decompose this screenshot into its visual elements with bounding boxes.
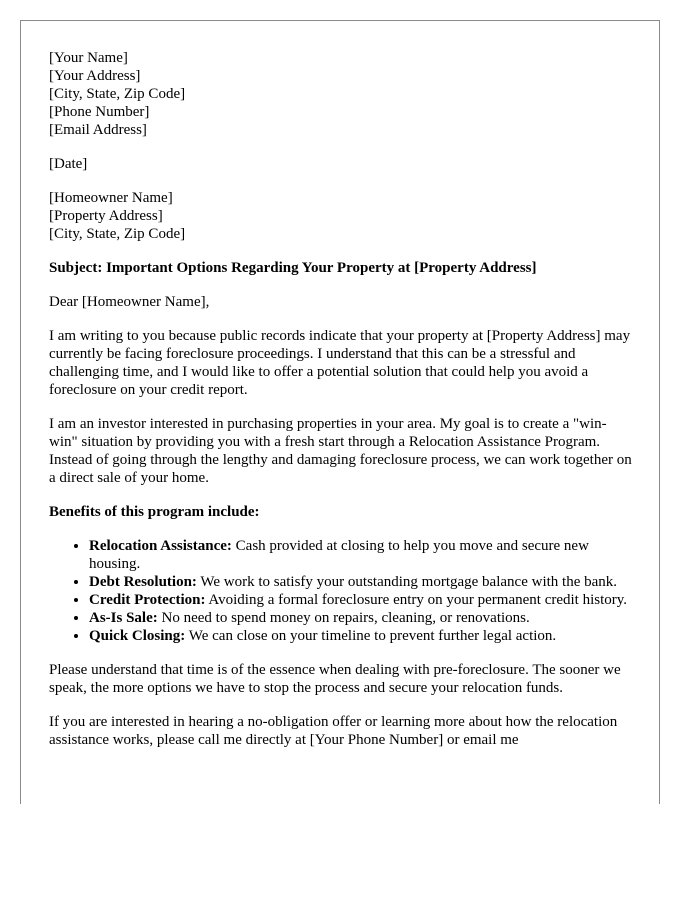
sender-city-state-zip: [City, State, Zip Code]: [49, 86, 186, 102]
paragraph-urgency: Please understand that time is of the essence when dealing with pre-foreclosure. The sooner we speak, the more options we have to stop the process and secure your relocation funds.: [49, 662, 621, 696]
letter-page: [20, 20, 660, 804]
benefit-term: Relocation Assistance:: [89, 538, 232, 554]
benefit-term: As-Is Sale:: [89, 610, 158, 626]
paragraph-contact: If you are interested in hearing a no-obligation offer or learning more about how the relocation assistance works, please call me directly at [Your Phone Number] or email me: [49, 714, 618, 748]
benefits-title: Benefits of this program include:: [49, 504, 260, 520]
sender-block: [49, 49, 635, 139]
paragraph-investor: I am an investor interested in purchasing properties in your area. My goal is to create a "win-win" situation by providing you with a fresh start through a Relocation Assistance Program. Instead of going through the lengthy and damaging foreclosure process, we can work together on a direct sale of your home.: [49, 416, 632, 486]
sender-address: [Your Address]: [49, 68, 141, 84]
sender-email: [Email Address]: [49, 122, 147, 138]
list-item: [89, 573, 635, 591]
subject-line: Subject: Important Options Regarding Your Property at [Property Address]: [49, 260, 537, 276]
letter-date: [Date]: [49, 156, 88, 172]
benefit-term: Credit Protection:: [89, 592, 206, 608]
benefit-term: Quick Closing:: [89, 628, 186, 644]
recipient-address: [Property Address]: [49, 208, 163, 224]
salutation: Dear [Homeowner Name],: [49, 294, 210, 310]
list-item: [89, 609, 635, 627]
benefit-text: We can close on your timeline to prevent further legal action.: [185, 628, 557, 644]
benefits-list: [49, 537, 635, 645]
benefit-text: No need to spend money on repairs, cleaning, or renovations.: [157, 610, 530, 626]
paragraph-intro: I am writing to you because public records indicate that your property at [Property Address] may currently be facing foreclosure proceedings. I understand that this can be a stressful and challenging time, and I would like to offer a potential solution that could help you avoid a foreclosure on your credit report.: [49, 328, 631, 398]
date-block: [49, 155, 635, 173]
benefit-term: Debt Resolution:: [89, 574, 197, 590]
sender-phone: [Phone Number]: [49, 104, 150, 120]
list-item: [89, 627, 635, 645]
sender-name: [Your Name]: [49, 50, 128, 66]
list-item: [89, 591, 635, 609]
letter-body: [49, 49, 635, 765]
recipient-block: [49, 189, 635, 243]
benefit-text: We work to satisfy your outstanding mortgage balance with the bank.: [196, 574, 618, 590]
benefit-text: Avoiding a formal foreclosure entry on your permanent credit history.: [205, 592, 628, 608]
recipient-city-state-zip: [City, State, Zip Code]: [49, 226, 186, 242]
benefit-text: Cash provided at closing to help you move and secure new housing.: [89, 538, 589, 572]
recipient-name: [Homeowner Name]: [49, 190, 173, 206]
list-item: [89, 537, 635, 573]
